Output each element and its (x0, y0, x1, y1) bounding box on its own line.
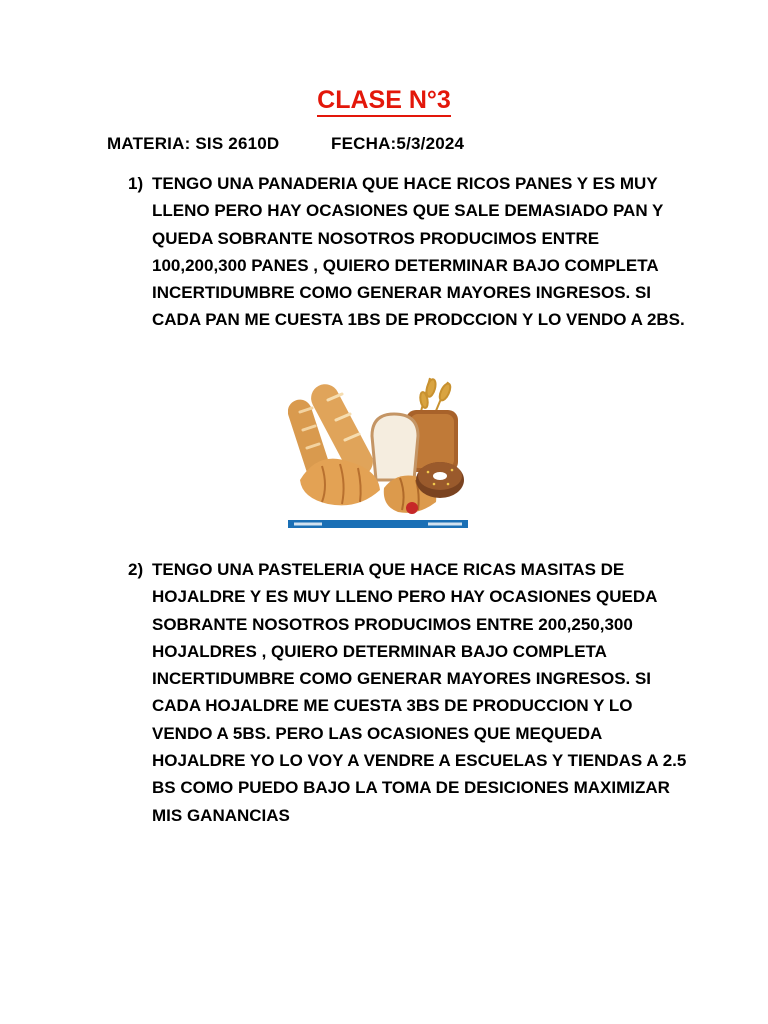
fecha-label: FECHA:5/3/2024 (331, 134, 465, 153)
bread-illustration-icon (288, 370, 468, 530)
question-item (128, 170, 688, 334)
question-number: 1) (128, 174, 144, 193)
question-number: 2) (128, 560, 144, 579)
question-item (128, 556, 688, 829)
question-text: TENGO UNA PANADERIA QUE HACE RICOS PANES Y ES MUY LLENO PERO HAY OCASIONES QUE SALE DEMASIADO PAN Y QUEDA SOBRANTE NOSOTROS PRODUCIMOS ENTRE 100,200,300 PANES , QUIERO DETERMINAR BAJO COMPLETA INCERTIDUMBRE COMO GENERAR MAYORES INGRESOS. SI CADA PAN ME CUESTA 1BS DE PRODCCION Y LO VENDO A 2BS. (152, 174, 685, 330)
header-meta (107, 134, 465, 154)
question-text: TENGO UNA PASTELERIA QUE HACE RICAS MASITAS DE HOJALDRE Y ES MUY LLENO PERO HAY OCASIONES QUEDA SOBRANTE NOSOTROS PRODUCIMOS ENTRE 200,250,300 HOJALDRES , QUIERO DETERMINAR BAJO COMPLETA INCERTIDUMBRE COMO GENERAR MAYORES INGRESOS. SI CADA HOJALDRE ME CUESTA 3BS DE PRODUCCION Y LO VENDO A 5BS. PERO LAS OCASIONES QUE MEQUEDA HOJALDRE YO LO VOY A VENDRE A ESCUELAS Y TIENDAS A 2.5 BS COMO PUEDO BAJO LA TOMA DE DESICIONES MAXIMIZAR MIS GANANCIAS (152, 560, 687, 825)
page-title (0, 86, 768, 115)
materia-label: MATERIA: SIS 2610D (107, 134, 280, 153)
title-text: CLASE N°3 (317, 86, 451, 117)
